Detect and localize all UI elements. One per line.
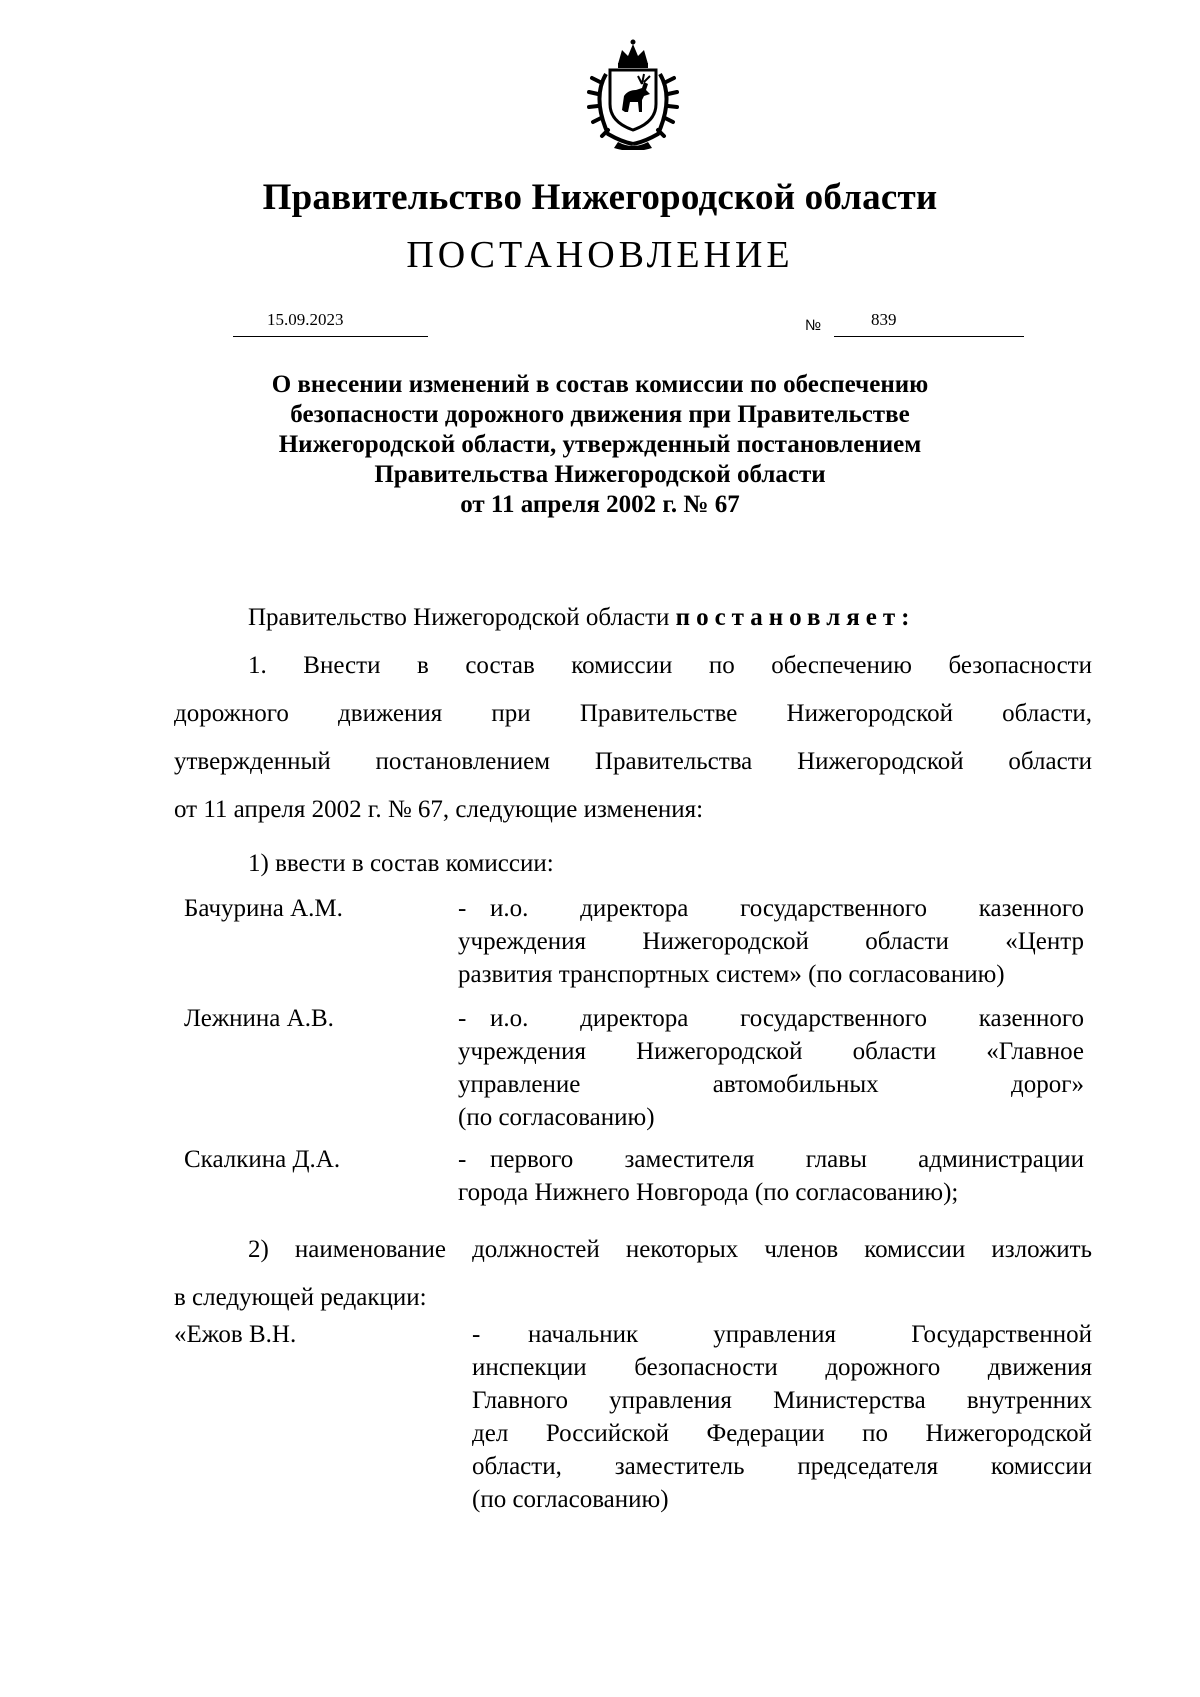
member-description — [458, 1002, 1084, 1134]
member-desc-line: области, заместитель председателя комиссии — [472, 1453, 1092, 1480]
intro-spaced: постановляет: — [675, 604, 916, 631]
document-number: 839 — [871, 310, 897, 329]
document-heading — [150, 370, 1050, 520]
member-desc-line: дел Российской Федерации по Нижегородской — [472, 1420, 1092, 1447]
authority-title: Правительство Нижегородской области — [262, 177, 938, 218]
date-field — [233, 310, 428, 337]
member-desc-line: (по согласованию) — [472, 1486, 669, 1513]
member-desc-line: Главного управления Министерства внутренних — [472, 1387, 1092, 1414]
paragraph-1-line-4: от 11 апреля 2002 г. № 67, следующие изменения: — [174, 796, 704, 823]
member-desc-line: учреждения Нижегородской области «Центр — [458, 928, 1084, 955]
number-label: № — [805, 317, 822, 334]
document-type: ПОСТАНОВЛЕНИЕ — [406, 234, 794, 276]
member-name: Скалкина Д.А. — [184, 1146, 341, 1173]
paragraph-1-line-3: утвержденный постановлением Правительства Нижегородской области — [174, 748, 1092, 775]
member-name: Лежнина А.В. — [184, 1005, 334, 1032]
heading-line: безопасности дорожного движения при Правительстве — [290, 401, 910, 428]
item-2-line-1 — [174, 1226, 1092, 1274]
item-1: 1) ввести в состав комиссии: — [248, 850, 554, 877]
member-name: «Ежов В.Н. — [174, 1321, 297, 1348]
member-desc-line: управление автомобильных дорог» — [458, 1071, 1084, 1098]
member-description — [472, 1318, 1092, 1516]
member-desc-line: развития транспортных систем» (по согласованию) — [458, 961, 1005, 988]
item-2-line-2: в следующей редакции: — [174, 1284, 427, 1311]
member-dash: - — [458, 1005, 467, 1032]
document-date: 15.09.2023 — [267, 310, 344, 329]
number-field — [834, 310, 1024, 337]
member-name: Бачурина А.М. — [184, 895, 343, 922]
member-desc-line: города Нижнего Новгорода (по согласованию); — [458, 1179, 959, 1206]
member-dash: - — [458, 895, 467, 922]
member-desc-line: инспекции безопасности дорожного движения — [472, 1354, 1092, 1381]
member-desc-line: начальник управления Государственной — [528, 1321, 1092, 1348]
item-2-text: 2) наименование должностей некоторых членов комиссии изложить — [248, 1236, 1092, 1263]
paragraph-1-line-2: дорожного движения при Правительстве Нижегородской области, — [174, 700, 1092, 727]
heading-line: О внесении изменений в состав комиссии по обеспечению — [271, 371, 929, 398]
member-desc-line: первого заместителя главы администрации — [490, 1146, 1084, 1173]
member-description — [458, 892, 1084, 991]
member-dash: - — [472, 1321, 481, 1348]
member-desc-line: (по согласованию) — [458, 1104, 655, 1131]
member-desc-line: и.о. директора государственного казенного — [490, 1005, 1084, 1032]
resolves-line — [248, 594, 915, 642]
member-desc-line: учреждения Нижегородской области «Главное — [458, 1038, 1084, 1065]
member-dash: - — [458, 1146, 467, 1173]
paragraph-1-text: 1. Внести в состав комиссии по обеспечению безопасности — [248, 652, 1092, 679]
member-desc-line: и.о. директора государственного казенного — [490, 895, 1084, 922]
intro-prefix: Правительство Нижегородской области — [248, 604, 676, 631]
heading-line: Правительства Нижегородской области — [374, 461, 826, 488]
paragraph-1-line-1 — [174, 642, 1092, 690]
heading-line: Нижегородской области, утвержденный постановлением — [278, 431, 922, 458]
member-description — [458, 1143, 1084, 1209]
coat-of-arms-emblem — [578, 38, 688, 150]
heading-line: от 11 апреля 2002 г. № 67 — [460, 491, 740, 518]
